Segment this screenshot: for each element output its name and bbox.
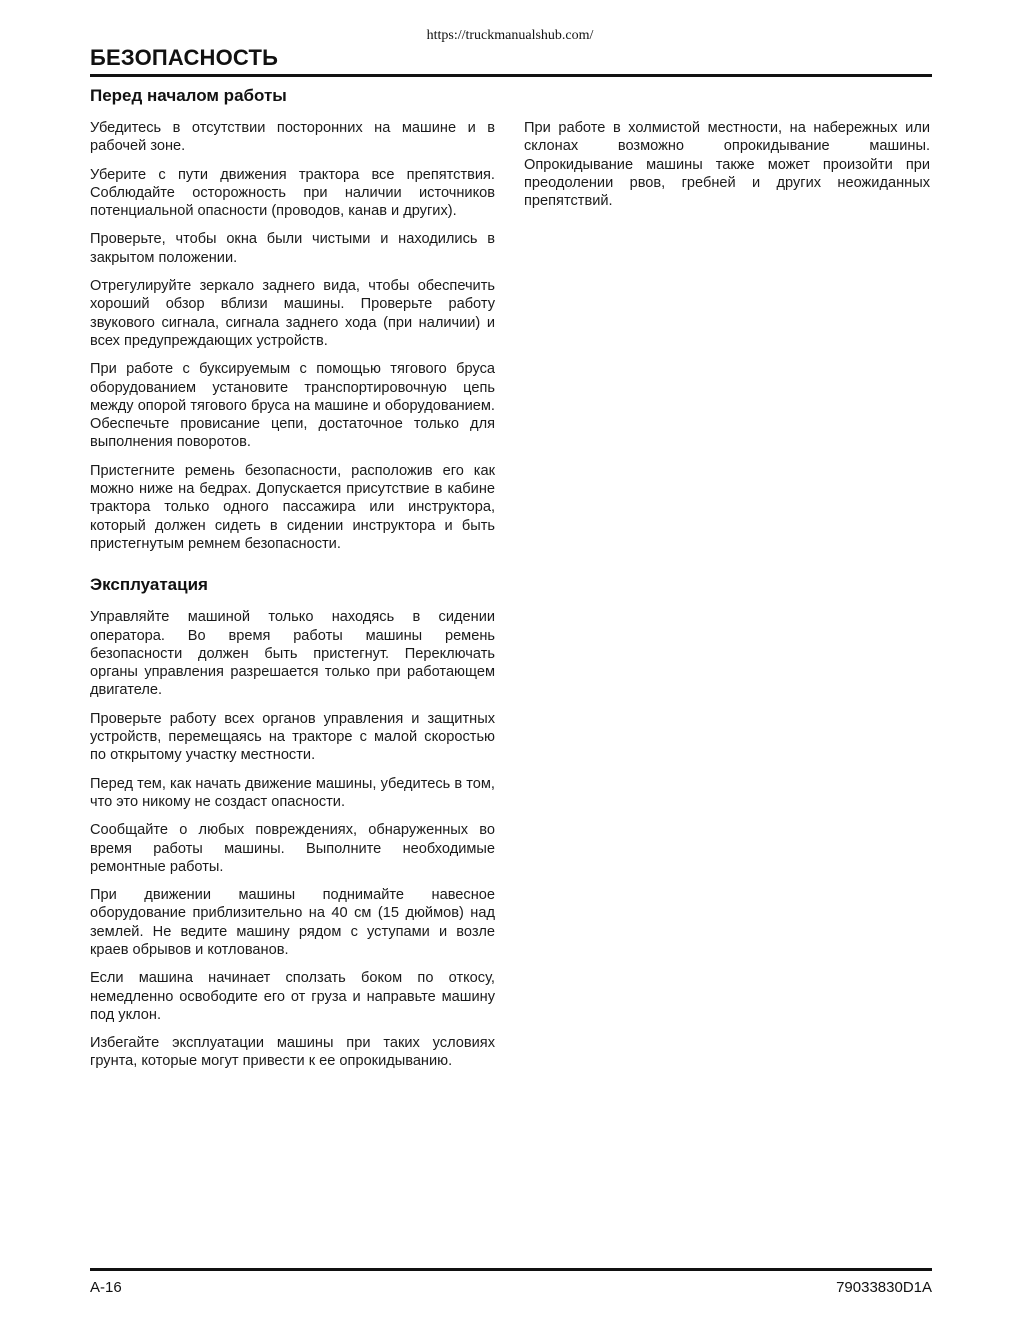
paragraph: При работе в холмистой местности, на набережных или склонах возможно опрокидывание машины. Опрокидывание машины также может произойти при преодолении рвов, гребней и других неожиданных препятствий. [524, 120, 930, 210]
paragraph: Если машина начинает сползать боком по откосу, немедленно освободите его от груза и направьте машину под уклон. [90, 970, 495, 1023]
paragraph: Сообщайте о любых повреждениях, обнаруженных во время работы машины. Выполните необходимые ремонтные работы. [90, 822, 495, 875]
section-heading-operation: Эксплуатация [90, 575, 208, 595]
paragraph: Избегайте эксплуатации машины при таких условиях грунта, которые могут привести к ее опрокидыванию. [90, 1035, 495, 1070]
right-column [524, 86, 930, 220]
paragraph: Управляйте машиной только находясь в сидении оператора. Во время работы машины ремень безопасности должен быть пристегнут. Переключать органы управления разрешается только при работающем двигателе. [90, 609, 495, 699]
paragraph: При работе с буксируемым с помощью тягового бруса оборудованием установите транспортировочную цепь между опорой тягового бруса на машине и оборудованием. Обеспечьте провисание цепи, достаточное только для выполнения поворотов. [90, 361, 495, 451]
left-column [90, 86, 495, 1081]
page-title: БЕЗОПАСНОСТЬ [90, 45, 279, 70]
paragraph: Пристегните ремень безопасности, расположив его как можно ниже на бедрах. Допускается присутствие в кабине трактора только одного пассажира или инструктора, который должен сидеть в сидении инструктора и быть пристегнутым ремнем безопасности. [90, 462, 495, 552]
page-footer [90, 1268, 932, 1311]
paragraph: Перед тем, как начать движение машины, убедитесь в том, что это никому не создаст опасности. [90, 775, 495, 810]
source-url: https://truckmanualshub.com/ [426, 28, 594, 43]
page-number: A-16 [90, 1279, 122, 1296]
page-header [90, 44, 932, 77]
paragraph: Проверьте, чтобы окна были чистыми и находились в закрытом положении. [90, 231, 495, 266]
paragraph: При движении машины поднимайте навесное оборудование приблизительно на 40 см (15 дюймов) над землей. Не ведите машину рядом с уступами и возле краев обрывов и котлованов. [90, 887, 495, 958]
paragraph: Убедитесь в отсутствии посторонних на машине и в рабочей зоне. [90, 120, 495, 155]
document-code: 79033830D1A [836, 1279, 932, 1296]
paragraph: Проверьте работу всех органов управления и защитных устройств, перемещаясь на тракторе с малой скоростью по открытому участку местности. [90, 710, 495, 764]
paragraph: Отрегулируйте зеркало заднего вида, чтобы обеспечить хороший обзор вблизи машины. Проверьте работу звукового сигнала, сигнала заднего хода (при наличии) и всех предупреждающих устройств. [90, 278, 495, 349]
paragraph: Уберите с пути движения трактора все препятствия. Соблюдайте осторожность при наличии источников потенциальной опасности (проводов, канав и других). [90, 166, 495, 220]
section-heading-before-work: Перед началом работы [90, 86, 287, 105]
